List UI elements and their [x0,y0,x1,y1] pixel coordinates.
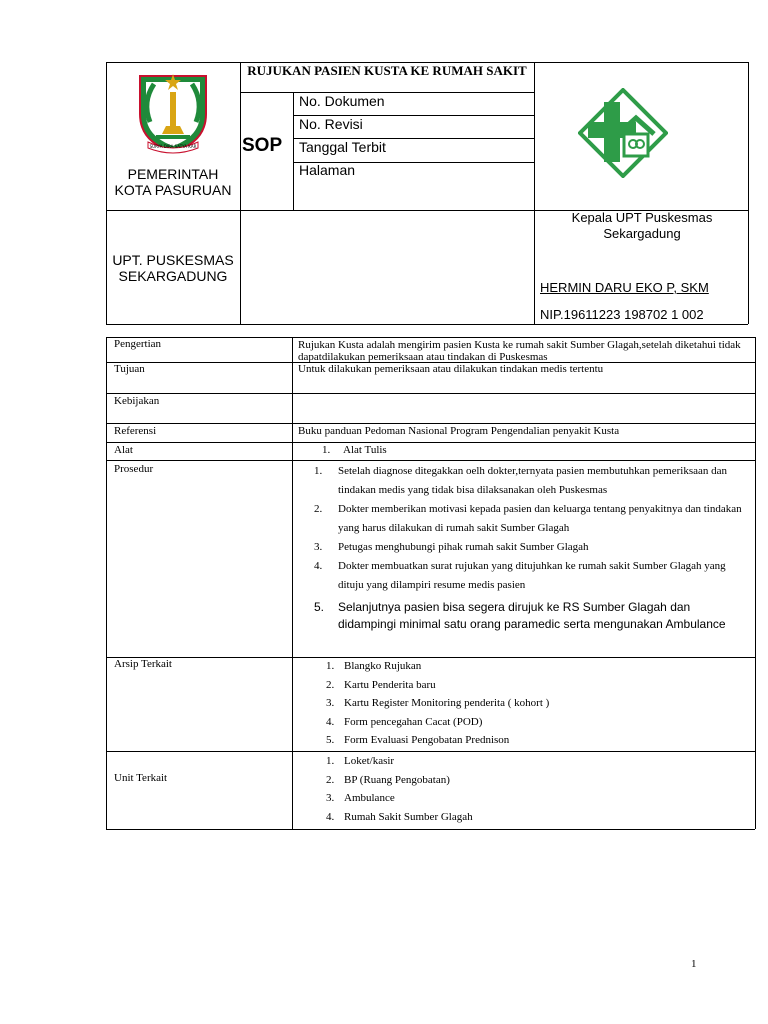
row-label-tujuan: Tujuan [114,363,145,375]
list-item [298,731,746,750]
list-item [298,657,746,676]
step-number: 1. [314,465,323,477]
meta-issue-date: Tanggal Terbit [299,139,386,155]
row-label-kebijakan: Kebijakan [114,395,160,407]
prosedur-step [298,462,746,500]
step-text: Petugas menghubungi pihak rumah sakit Sumber Glagah [338,541,589,553]
page-number: 1 [691,958,697,970]
government-name: PEMERINTAH KOTA PASURUAN [114,166,232,198]
unit-list [298,752,746,826]
step-text: Dokter membuatkan surat rujukan yang ditujuhkan ke rumah sakit Sumber Glagah yang dituju yang dilampiri resume medis pasien [338,560,726,591]
list-item [298,713,746,732]
step-number: 4. [314,560,323,572]
item-number: 3. [326,792,335,805]
item-text: Form Evaluasi Pengobatan Prednison [344,734,510,747]
step-text: Selanjutnya pasien bisa segera dirujuk ke RS Sumber Glagah dan didampingi minimal satu orang paramedic serta mengunakan Ambulance [338,600,726,631]
item-number: 3. [326,697,335,710]
alat-item-number: 1. [322,444,331,456]
item-number: 5. [326,734,335,747]
step-number: 2. [314,503,323,515]
step-text: Setelah diagnose ditegakkan oelh dokter,ternyata pasien membutuhkan pemeriksaan dan tindakan medis yang tidak bisa dilaksanakan oleh Puskesmas [338,465,728,496]
row-label-pengertian: Pengertian [114,338,162,350]
meta-revision-number: No. Revisi [299,116,363,132]
item-text: Kartu Penderita baru [344,678,436,691]
list-item [298,694,746,713]
row-label-alat: Alat [114,444,133,456]
unit-name: UPT. PUSKESMAS SEKARGADUNG [112,252,234,284]
item-text: Blangko Rujukan [344,660,422,672]
prosedur-step [298,599,746,633]
list-item [298,676,746,695]
item-number: 4. [326,810,335,823]
row-label-prosedur: Prosedur [114,463,154,475]
prosedur-step [298,538,746,557]
item-number: 2. [326,773,335,786]
step-number: 5. [314,600,325,614]
item-number: 1. [326,755,335,767]
row-label-arsip: Arsip Terkait [114,658,172,670]
puskesmas-logo [578,88,668,178]
item-number: 2. [326,678,335,691]
signer-name: HERMIN DARU EKO P, SKM [540,280,709,295]
prosedur-step [298,500,746,538]
step-text: Dokter memberikan motivasi kepada pasien dan keluarga tentang penyakitnya dan tindakan yang harus dilakukan di rumah sakit Sumber Glagah [338,503,742,534]
meta-document-number: No. Dokumen [299,93,385,109]
prosedur-list [298,462,746,633]
document-title: RUJUKAN PASIEN KUSTA KE RUMAH SAKIT [247,63,527,78]
item-text: Kartu Register Monitoring penderita ( kohort ) [344,697,550,710]
list-item [298,808,746,827]
alat-item-text: Alat Tulis [343,444,387,456]
pasuruan-city-logo [130,62,216,154]
row-value-tujuan: Untuk dilakukan pemeriksaan atau dilakukan tindakan medis tertentu [298,363,604,375]
item-number: 1. [326,660,335,672]
list-item [298,771,746,790]
row-label-unit: Unit Terkait [114,772,168,784]
item-text: Form pencegahan Cacat (POD) [344,715,483,728]
step-number: 3. [314,541,323,553]
list-item [298,752,746,771]
item-text: Loket/kasir [344,755,395,767]
arsip-list [298,657,746,750]
prosedur-step [298,557,746,595]
item-text: Ambulance [344,792,395,805]
item-number: 4. [326,715,335,728]
list-item [298,789,746,808]
row-value-pengertian: Rujukan Kusta adalah mengirim pasien Kusta ke rumah sakit Sumber Glagah,setelah diketahui tidak dapatdilakukan pemeriksaan atau tindakan di Puskesmas [298,339,741,363]
row-value-referensi: Buku panduan Pedoman Nasional Program Pengendalian penyakit Kusta [298,425,620,437]
item-text: BP (Ruang Pengobatan) [344,773,450,786]
item-text: Rumah Sakit Sumber Glagah [344,810,473,823]
row-label-referensi: Referensi [114,425,157,437]
signer-title: Kepala UPT Puskesmas Sekargadung [571,210,713,241]
logo-ribbon-text: SURYA DIRA SATYA KAR [149,144,197,149]
meta-page: Halaman [299,162,356,178]
sop-label: SOP [242,135,283,156]
signer-nip: NIP.19611223 198702 1 002 [540,307,704,322]
